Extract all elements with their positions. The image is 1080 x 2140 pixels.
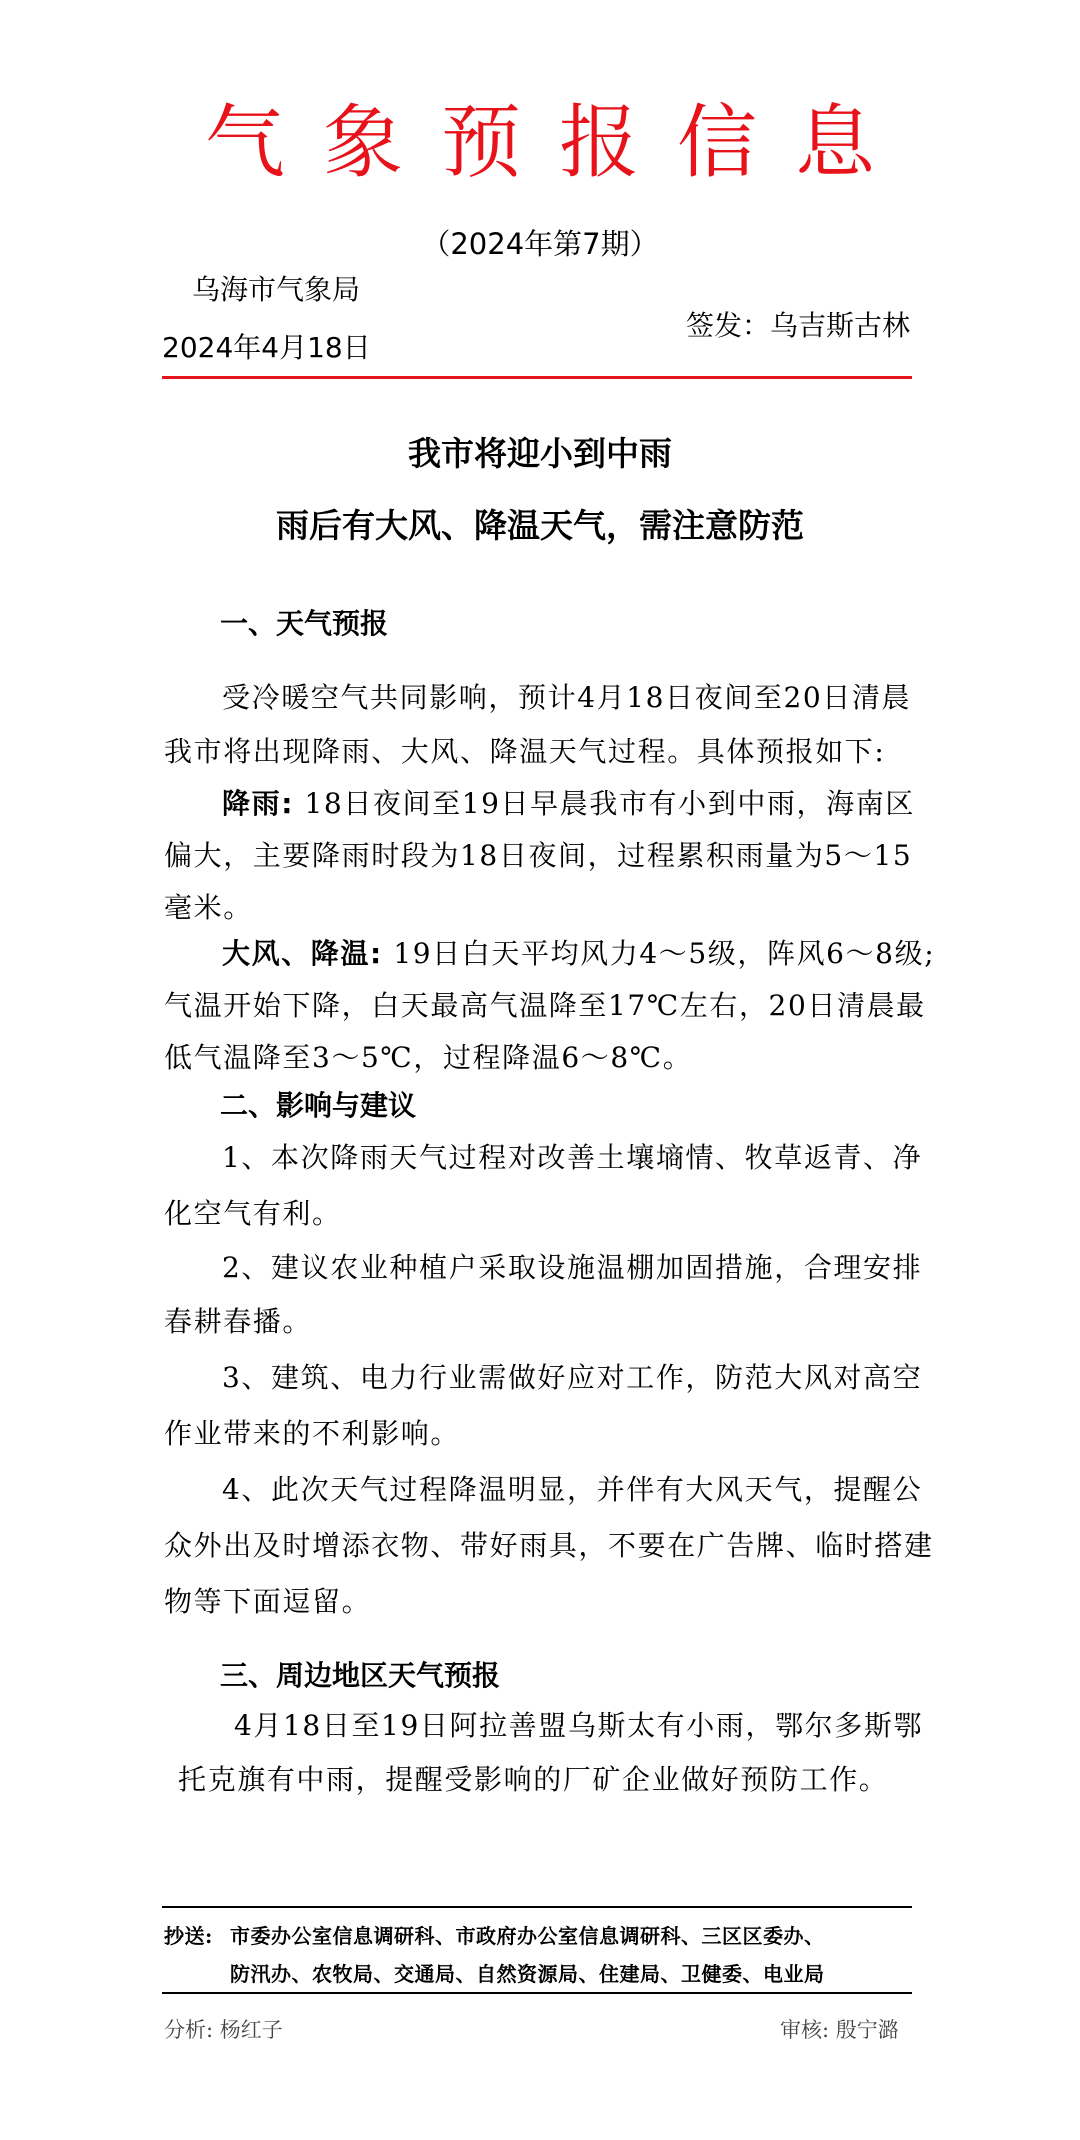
issuer: 签发：乌吉斯古林 [686, 309, 911, 342]
cc-label: 抄送: [164, 1924, 213, 1948]
paragraph-line: 4、此次天气过程降温明显，并伴有大风天气，提醒公 [222, 1473, 923, 1506]
reviewer: 审核: 殷宁潞 [780, 2018, 899, 2042]
cc-recipients-line-1: 市委办公室信息调研科、市政府办公室信息调研科、三区区委办、 [230, 1924, 825, 1948]
paragraph-line: 我市将出现降雨、大风、降温天气过程。具体预报如下: [164, 735, 886, 768]
paragraph-line: 化空气有利。 [164, 1197, 342, 1230]
paragraph-line: 4月18日至19日阿拉善盟乌斯太有小雨，鄂尔多斯鄂 [234, 1709, 924, 1742]
paragraph-line: 偏大，主要降雨时段为18日夜间，过程累积雨量为5～15 [164, 839, 913, 872]
issue-date: 2024年4月18日 [162, 331, 371, 364]
paragraph-line: 众外出及时增添衣物、带好雨具，不要在广告牌、临时搭建 [164, 1529, 934, 1562]
footer-divider-top [162, 1906, 912, 1908]
analyst: 分析: 杨红子 [164, 2018, 283, 2042]
rain-forecast-line [222, 782, 915, 822]
wind-forecast-line [222, 932, 935, 972]
paragraph-line: 2、建议农业种植户采取设施温棚加固措施，合理安排 [222, 1251, 923, 1284]
cc-recipients-line-2: 防汛办、农牧局、交通局、自然资源局、住建局、卫健委、电业局 [230, 1962, 825, 1986]
wind-text: 19日白天平均风力4～5级，阵风6～8级; [382, 937, 936, 970]
paragraph-line: 3、建筑、电力行业需做好应对工作，防范大风对高空 [222, 1361, 923, 1394]
red-divider [162, 376, 912, 379]
paragraph-line: 春耕春播。 [164, 1305, 313, 1338]
paragraph-line: 毫米。 [164, 891, 253, 924]
section-1-heading: 一、天气预报 [220, 607, 389, 640]
paragraph-line: 物等下面逗留。 [164, 1585, 372, 1618]
issue-number: （2024年第7期） [421, 227, 659, 261]
paragraph-line: 作业带来的不利影响。 [164, 1417, 461, 1450]
headline-line-2: 雨后有大风、降温天气，需注意防范 [276, 506, 804, 545]
agency-name: 乌海市气象局 [192, 273, 361, 306]
paragraph-line: 气温开始下降，白天最高气温降至17℃左右，20日清晨最 [164, 989, 926, 1022]
document-title: 气象预报信息 [205, 96, 913, 189]
paragraph-line: 受冷暖空气共同影响，预计4月18日夜间至20日清晨 [222, 681, 912, 714]
footer-divider-bottom [162, 1992, 912, 1994]
section-2-heading: 二、影响与建议 [220, 1089, 417, 1122]
paragraph-line: 低气温降至3～5℃，过程降温6～8℃。 [164, 1041, 693, 1074]
wind-label: 大风、降温: [222, 937, 383, 970]
headline-line-1: 我市将迎小到中雨 [408, 434, 672, 473]
rain-label: 降雨: [222, 787, 294, 820]
section-3-heading: 三、周边地区天气预报 [220, 1659, 501, 1692]
rain-text: 18日夜间至19日早晨我市有小到中雨，海南区 [294, 787, 915, 820]
paragraph-line: 1、本次降雨天气过程对改善土壤墒情、牧草返青、净 [222, 1141, 923, 1174]
paragraph-line: 托克旗有中雨，提醒受影响的厂矿企业做好预防工作。 [178, 1763, 889, 1796]
